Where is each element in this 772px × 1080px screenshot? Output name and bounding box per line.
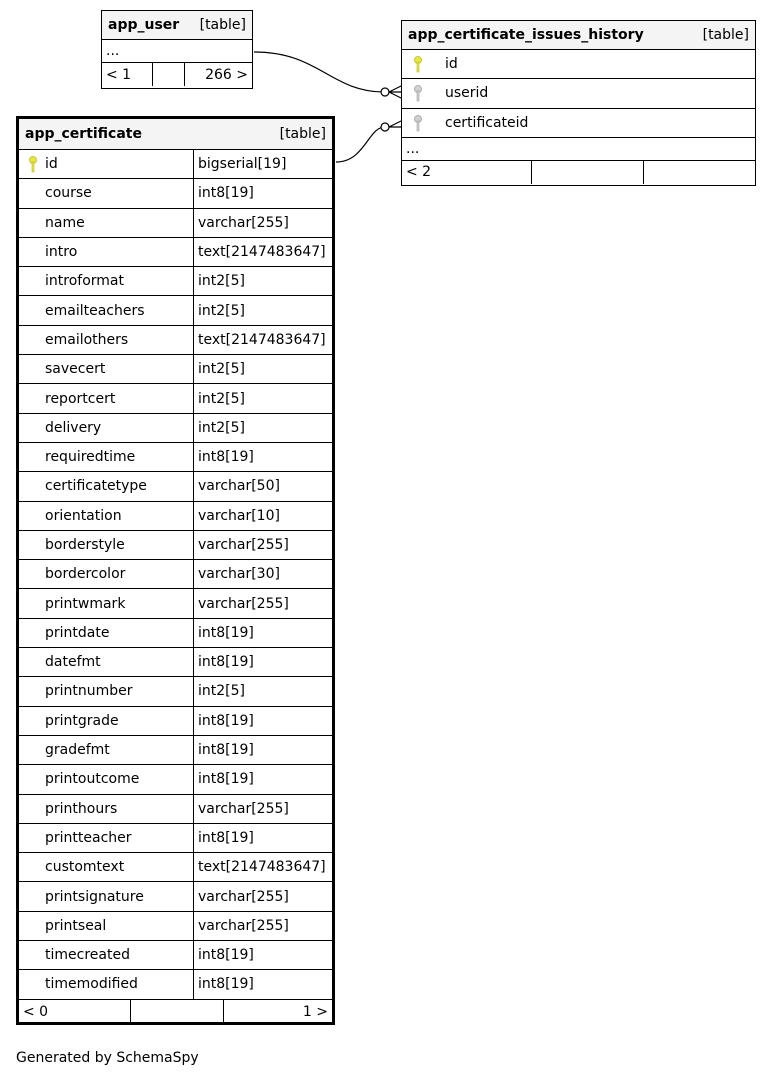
column-name: savecert [45, 361, 106, 378]
column-name-cell [19, 179, 193, 207]
column-row [19, 765, 332, 794]
column-row [19, 677, 332, 706]
table-app-user[interactable] [101, 10, 253, 89]
table-name: app_certificate_issues_history [408, 27, 644, 43]
table-header [402, 21, 755, 50]
column-name-cell [402, 79, 488, 107]
table-name: app_certificate [25, 126, 142, 142]
column-type: int2[5] [193, 384, 332, 412]
column-name: printgrade [45, 712, 119, 729]
column-type: varchar[255] [193, 882, 332, 910]
column-name-cell [19, 648, 193, 676]
table-header [102, 11, 252, 40]
column-name: bordercolor [45, 566, 126, 583]
column-name-cell [19, 267, 193, 295]
column-row [19, 150, 332, 179]
column-name-cell [19, 531, 193, 559]
column-row [19, 443, 332, 472]
column-name-cell [19, 912, 193, 940]
column-name: name [45, 214, 85, 231]
parents-count[interactable]: < 1 [106, 66, 132, 83]
column-type: int8[19] [193, 707, 332, 735]
column-type: int8[19] [193, 970, 332, 998]
table-tag: [table] [279, 126, 326, 142]
column-type: varchar[255] [193, 531, 332, 559]
column-name: certificatetype [45, 478, 147, 495]
column-name-cell [19, 853, 193, 881]
column-type: bigserial[19] [193, 150, 332, 178]
column-name-cell [19, 238, 193, 266]
column-row [19, 472, 332, 501]
column-name: emailteachers [45, 302, 145, 319]
column-row [19, 707, 332, 736]
column-type: int8[19] [193, 179, 332, 207]
column-row [19, 267, 332, 296]
column-type: varchar[255] [193, 912, 332, 940]
column-row [402, 50, 755, 79]
column-row [19, 912, 332, 941]
generated-by-label: Generated by SchemaSpy [16, 1050, 199, 1066]
column-name: introformat [45, 273, 124, 290]
column-name: datefmt [45, 654, 101, 671]
column-list [19, 150, 332, 1000]
column-type: int2[5] [193, 267, 332, 295]
column-row [19, 326, 332, 355]
table-app-certificate-issues-history[interactable] [401, 20, 756, 186]
table-name: app_user [108, 17, 180, 33]
column-type: text[2147483647] [193, 326, 332, 354]
relation-optional-circle [381, 123, 389, 131]
column-name-cell [19, 589, 193, 617]
column-name-cell [19, 882, 193, 910]
column-type: varchar[255] [193, 795, 332, 823]
column-type: int8[19] [193, 941, 332, 969]
column-row [19, 795, 332, 824]
more-columns: ... [102, 40, 252, 63]
column-row [19, 560, 332, 589]
children-count[interactable]: 1 > [223, 1000, 332, 1024]
column-name-cell [19, 296, 193, 324]
relation-crowfoot [389, 121, 401, 127]
column-name: intro [45, 244, 78, 261]
column-type: int8[19] [193, 443, 332, 471]
column-name: id [45, 156, 58, 173]
column-name-cell [19, 150, 193, 178]
column-name: certificateid [445, 114, 529, 131]
column-row [19, 238, 332, 267]
column-name: delivery [45, 419, 102, 436]
column-name: emailothers [45, 331, 129, 348]
column-name-cell [402, 109, 528, 137]
column-type: int8[19] [193, 765, 332, 793]
foreign-key-icon [412, 115, 424, 133]
table-header [19, 119, 332, 150]
column-name: gradefmt [45, 742, 110, 759]
column-type: varchar[50] [193, 472, 332, 500]
column-name: printdate [45, 624, 110, 641]
parents-count[interactable]: < 2 [406, 164, 432, 181]
column-name: printoutcome [45, 771, 140, 788]
column-name-cell [19, 560, 193, 588]
table-footer [19, 1000, 332, 1024]
column-name-cell [19, 502, 193, 530]
column-type: int2[5] [193, 677, 332, 705]
column-name-cell [19, 384, 193, 412]
table-footer [402, 161, 755, 184]
column-row [19, 882, 332, 911]
column-name-cell [19, 941, 193, 969]
column-name: course [45, 185, 92, 202]
column-name: orientation [45, 507, 122, 524]
column-name-cell [19, 619, 193, 647]
column-row [19, 853, 332, 882]
column-row [19, 648, 332, 677]
column-row [19, 414, 332, 443]
column-type: text[2147483647] [193, 853, 332, 881]
column-name-cell [19, 355, 193, 383]
footer-spacer [130, 1000, 223, 1024]
column-type: text[2147483647] [193, 238, 332, 266]
relation-app-user-to-history [254, 52, 385, 92]
more-columns: ... [402, 138, 755, 161]
column-name: timecreated [45, 947, 130, 964]
footer-spacer [531, 161, 643, 184]
foreign-key-icon [412, 85, 424, 103]
column-type: int8[19] [193, 619, 332, 647]
table-app-certificate[interactable] [16, 116, 335, 1025]
column-name: timemodified [45, 976, 138, 993]
column-type: int2[5] [193, 414, 332, 442]
column-name: userid [445, 85, 489, 102]
column-row [19, 384, 332, 413]
column-name-cell [19, 795, 193, 823]
column-name-cell [19, 707, 193, 735]
relation-optional-circle [381, 88, 389, 96]
column-name-cell [19, 326, 193, 354]
column-row [19, 824, 332, 853]
footer-spacer [643, 161, 755, 184]
column-row [19, 970, 332, 999]
primary-key-icon [27, 156, 39, 174]
column-name: requiredtime [45, 449, 136, 466]
column-row [19, 531, 332, 560]
column-type: int8[19] [193, 648, 332, 676]
column-name-cell [19, 970, 193, 998]
column-name-cell [19, 209, 193, 237]
column-type: int8[19] [193, 824, 332, 852]
column-row [19, 941, 332, 970]
column-name-cell [19, 677, 193, 705]
column-name: printhours [45, 800, 118, 817]
relation-certificate-to-history [336, 127, 385, 162]
column-row [19, 502, 332, 531]
column-row [19, 589, 332, 618]
children-count[interactable]: 266 > [184, 63, 252, 86]
column-type: varchar[10] [193, 502, 332, 530]
column-row [19, 736, 332, 765]
column-row [19, 619, 332, 648]
column-name-cell [19, 736, 193, 764]
primary-key-icon [412, 56, 424, 74]
column-name-cell [19, 824, 193, 852]
footer-spacer [152, 63, 184, 86]
table-tag: [table] [199, 17, 246, 33]
column-name: customtext [45, 859, 125, 876]
column-name: printseal [45, 917, 107, 934]
column-name-cell [19, 472, 193, 500]
relation-crowfoot [389, 86, 401, 98]
column-type: varchar[255] [193, 209, 332, 237]
column-row [402, 109, 755, 138]
column-name-cell [19, 414, 193, 442]
column-name: printwmark [45, 595, 126, 612]
column-type: varchar[30] [193, 560, 332, 588]
column-name: printsignature [45, 888, 144, 905]
column-type: int2[5] [193, 355, 332, 383]
column-name: printnumber [45, 683, 133, 700]
column-name-cell [402, 50, 458, 78]
column-name: id [445, 56, 458, 73]
column-row [19, 209, 332, 238]
table-tag: [table] [702, 27, 749, 43]
column-name: reportcert [45, 390, 116, 407]
table-footer [102, 63, 252, 86]
column-row [19, 296, 332, 325]
column-name-cell [19, 443, 193, 471]
column-name: printteacher [45, 829, 132, 846]
column-name-cell [19, 765, 193, 793]
column-name: borderstyle [45, 537, 125, 553]
column-row [19, 355, 332, 384]
column-row [402, 79, 755, 108]
column-row [19, 179, 332, 208]
parents-count[interactable]: < 0 [23, 1003, 49, 1020]
column-type: int2[5] [193, 296, 332, 324]
column-type: varchar[255] [193, 589, 332, 617]
column-type: int8[19] [193, 736, 332, 764]
